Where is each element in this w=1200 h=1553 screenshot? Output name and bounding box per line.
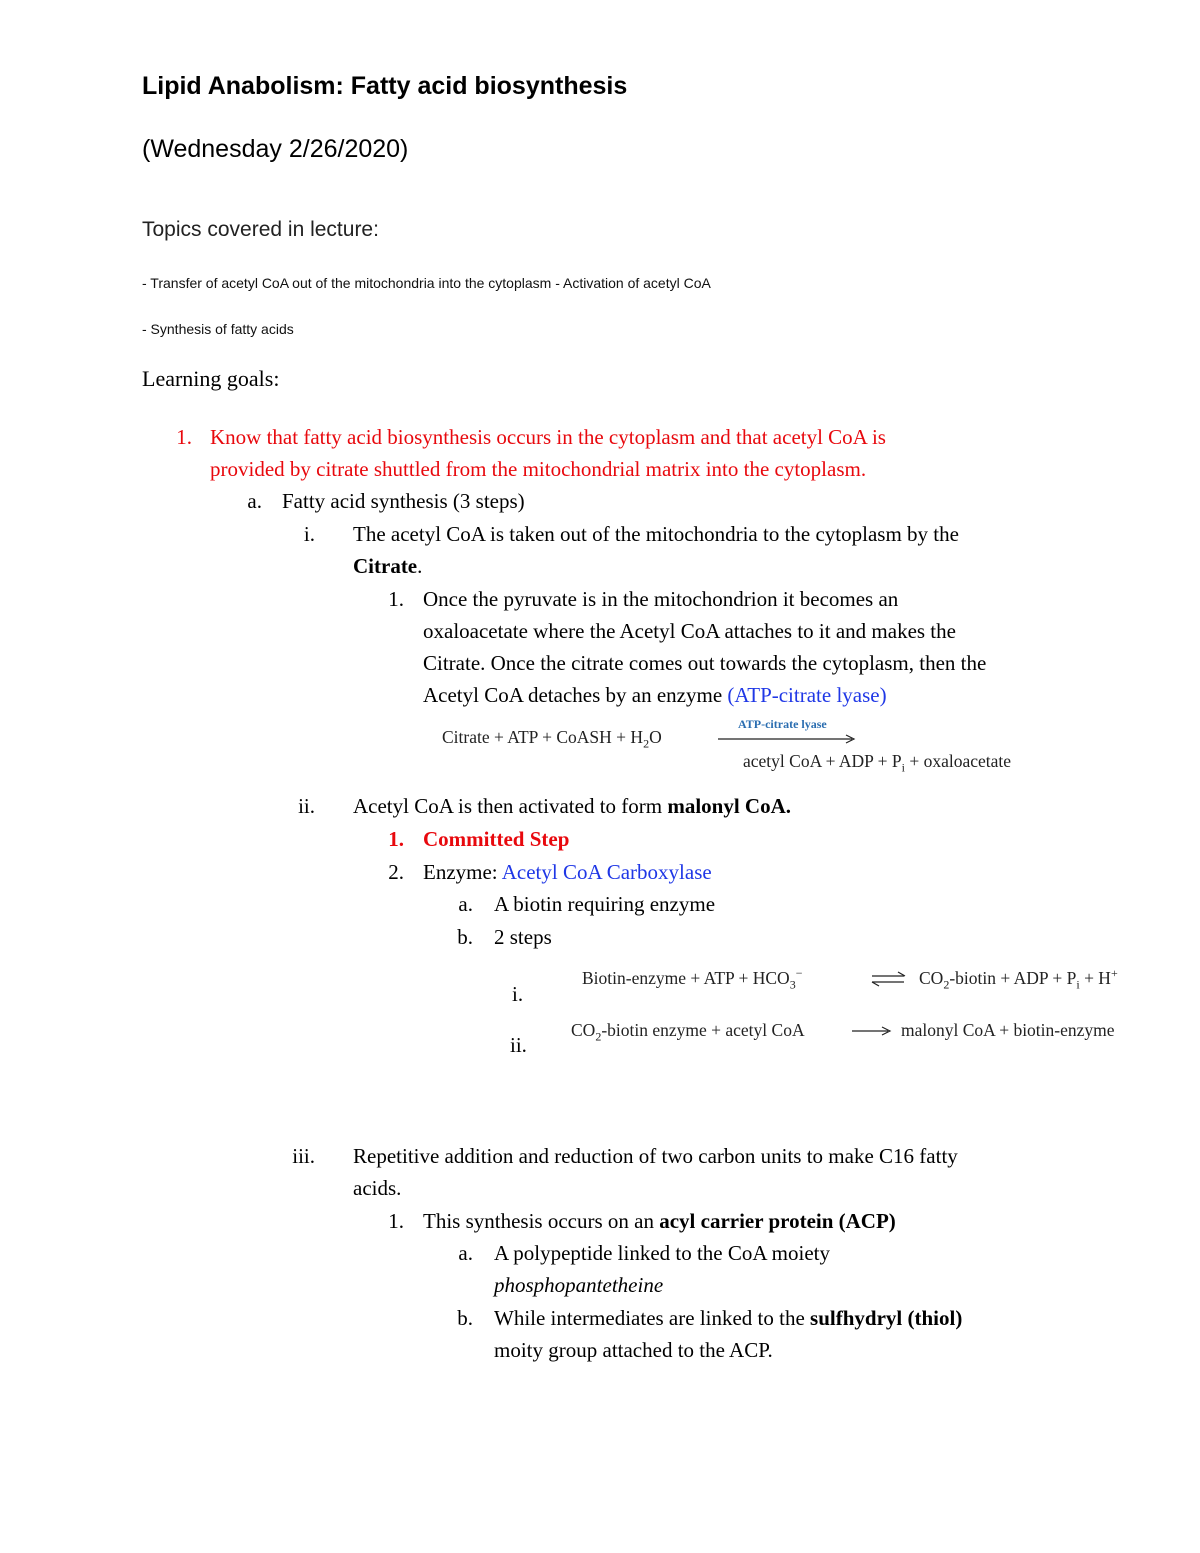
eq1-left-end: O — [649, 727, 662, 747]
item-ii-text — [353, 790, 791, 822]
item-a-text: Fatty acid synthesis (3 steps) — [282, 489, 525, 513]
item-i1-line-3: Citrate. Once the citrate comes out towards the cytoplasm, then the — [423, 651, 987, 675]
item-i-number: i. — [303, 522, 315, 546]
equation-1-arrow — [718, 733, 858, 745]
topics-heading: Topics covered in lecture: — [142, 218, 379, 241]
eq2-d-sup: + — [1110, 966, 1118, 980]
item-a-number: a. — [247, 489, 262, 513]
item-iii1-text-start: This synthesis occurs on an — [423, 1209, 660, 1233]
eq1-right-sub: i — [901, 760, 905, 775]
equation-3-reactants — [571, 1020, 805, 1045]
acetyl-coa-carboxylase: Acetyl CoA Carboxylase — [501, 860, 712, 884]
topic-line-1: - Transfer of acetyl CoA out of the mitochondria into the cytoplasm - Activation of acetyl CoA — [142, 275, 711, 291]
item-iii-line-2: acids. — [353, 1176, 402, 1200]
item-i-line-2 — [353, 550, 422, 582]
item-i-line-1: The acetyl CoA is taken out of the mitochondria to the cytoplasm by the — [353, 522, 959, 546]
equation-3-arrow — [850, 1025, 892, 1037]
item-iii1b-text-start: While intermediates are linked to the — [494, 1306, 811, 1330]
eq2-b: CO — [919, 967, 944, 988]
equation-1-products — [743, 751, 1011, 776]
item-ii2a-number: a. — [458, 892, 473, 916]
eq2-b-sub: 2 — [943, 977, 950, 992]
learning-goals-heading: Learning goals: — [142, 366, 280, 391]
item-iii1-text — [423, 1205, 896, 1237]
eq3-b: -biotin enzyme + acetyl CoA — [601, 1020, 805, 1040]
eq3-a: CO — [571, 1020, 596, 1040]
goal-1-line-2: provided by citrate shuttled from the mitochondrial matrix into the cytoplasm. — [210, 457, 867, 481]
item-ii-text-start: Acetyl CoA is then activated to form — [353, 794, 668, 818]
equilibrium-arrow — [870, 970, 908, 988]
equation-1-enzyme-label: ATP-citrate lyase — [738, 717, 827, 731]
enzyme-label: Enzyme: — [423, 860, 502, 884]
equation-2-products — [919, 966, 1118, 992]
atp-citrate-lyase-label: (ATP-citrate lyase) — [727, 683, 887, 707]
item-i1-line-2: oxaloacetate where the Acetyl CoA attaches to it and makes the — [423, 619, 956, 643]
equation-2-reactants — [582, 966, 802, 992]
sulfhydryl-bold: sulfhydryl (thiol) — [810, 1306, 963, 1330]
phosphopantetheine: phosphopantetheine — [494, 1273, 664, 1297]
item-iii1-number: 1. — [388, 1209, 404, 1233]
item-ii-number: ii. — [298, 794, 315, 818]
item-ii2b-ii-number: ii. — [510, 1033, 527, 1057]
item-iii1a-line-1: A polypeptide linked to the CoA moiety — [494, 1241, 830, 1265]
item-iii-number: iii. — [292, 1144, 315, 1168]
item-iii1b-line-1 — [494, 1302, 962, 1334]
topic-line-2: - Synthesis of fatty acids — [142, 321, 294, 337]
item-ii2b-number: b. — [457, 925, 473, 949]
eq1-right-end: + oxaloacetate — [904, 751, 1012, 771]
item-ii2b-text: 2 steps — [494, 925, 552, 949]
item-iii1b-line-2: moity group attached to the ACP. — [494, 1338, 773, 1362]
item-ii1-number: 1. — [388, 827, 404, 851]
citrate-bold: Citrate — [353, 554, 418, 578]
item-i1-line-4-text: Acetyl CoA detaches by an enzyme — [423, 683, 728, 707]
item-iii1b-number: b. — [457, 1306, 473, 1330]
item-i-period: . — [417, 554, 423, 578]
item-i1-number: 1. — [388, 587, 404, 611]
eq1-left: Citrate + ATP + CoASH + H — [442, 727, 644, 747]
item-iii1a-number: a. — [458, 1241, 473, 1265]
eq2-a-sup: − — [795, 966, 803, 980]
eq2-c: -biotin + ADP + P — [949, 967, 1077, 988]
lecture-date: (Wednesday 2/26/2020) — [142, 135, 409, 163]
equation-1-reactants — [442, 727, 662, 752]
equation-3-products: malonyl CoA + biotin-enzyme — [901, 1020, 1115, 1040]
item-i1-line-4 — [423, 679, 887, 711]
item-ii2a-text: A biotin requiring enzyme — [494, 892, 716, 916]
item-ii2-number: 2. — [388, 860, 404, 884]
eq3-a-sub: 2 — [595, 1029, 602, 1044]
eq2-d: + H — [1079, 967, 1111, 988]
eq2-a-sub: 3 — [789, 977, 796, 992]
eq1-left-sub: 2 — [643, 736, 650, 751]
document-title: Lipid Anabolism: Fatty acid biosynthesis — [142, 72, 628, 100]
item-iii-line-1: Repetitive addition and reduction of two carbon units to make C16 fatty — [353, 1144, 958, 1168]
committed-step: Committed Step — [423, 827, 570, 851]
item-i1-line-1: Once the pyruvate is in the mitochondrion it becomes an — [423, 587, 899, 611]
goal-1-number: 1. — [176, 425, 192, 449]
eq1-right: acetyl CoA + ADP + P — [743, 751, 902, 771]
malonyl-coa-bold: malonyl CoA. — [667, 794, 792, 818]
eq2-a: Biotin-enzyme + ATP + HCO — [582, 967, 790, 988]
goal-1-line-1: Know that fatty acid biosynthesis occurs in the cytoplasm and that acetyl CoA is — [210, 425, 886, 449]
item-ii2b-i-number: i. — [512, 982, 524, 1006]
item-ii2-text — [423, 856, 712, 888]
eq2-c-sub: i — [1076, 977, 1080, 992]
acp-bold: acyl carrier protein (ACP) — [659, 1209, 896, 1233]
